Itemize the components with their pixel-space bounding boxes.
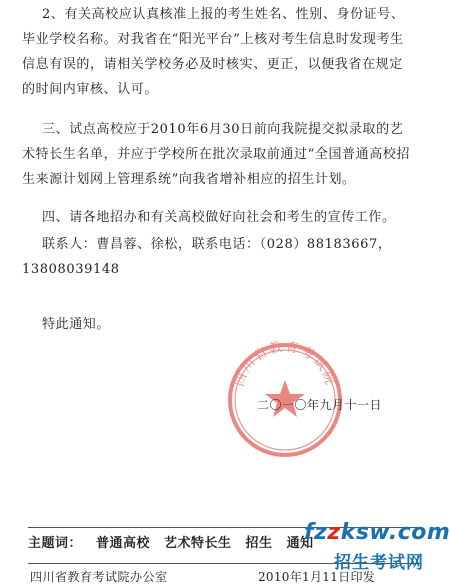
paragraph-section-4 (22, 205, 412, 230)
keyword: 招生 (245, 536, 273, 551)
paragraph-section-3 (22, 117, 412, 192)
paragraph-section-3-text: 三、试点高校应于2010年6月30日前向我院提交拟录取的艺术特长生名单，并应于学校所在批次录取前通过“全国普通高校招生来源计划网上管理系统”向我省增补相应的招生计划。 (22, 122, 411, 187)
paragraph-item-2 (22, 2, 412, 102)
paragraph-section-4-text: 四、请各地招办和有关高校做好向社会和考生的宣传工作。 (42, 210, 396, 225)
watermark-mid: z (327, 520, 341, 545)
closing-notice: 特此通知。 (42, 317, 111, 332)
issue-date: 2010年1月11日印发 (258, 570, 376, 584)
site-watermark (304, 520, 450, 582)
keywords-label: 主题词： (28, 536, 83, 551)
seal-text: 四川省教育考试院 (232, 340, 338, 389)
keyword: 通知 (286, 536, 314, 551)
watermark-tagline: 招生考试网 (334, 553, 424, 573)
watermark-logo (304, 520, 450, 545)
keywords-line (28, 532, 328, 551)
contact-info (22, 232, 412, 282)
watermark-suffix: ksw.com (340, 520, 450, 545)
keyword: 艺术特长生 (164, 536, 232, 551)
paragraph-item-2-text: 2、有关高校应认真核准上报的考生姓名、性别、身份证号、毕业学校名称。对我省在“阳光平台”上核对考生信息时发现考生信息有误的，请相关学校务必及时核实、更正，以便我省在规定的时间内审核、认可。 (22, 7, 405, 97)
issuing-office: 四川省教育考试院办公室 (30, 570, 168, 584)
watermark-prefix: fz (304, 520, 328, 545)
signature-date: 二〇一〇年九月十一日 (257, 398, 383, 412)
contact-info-text: 联系人：曹昌蓉、徐松，联系电话：（028）88183667，13808039148 (22, 237, 392, 277)
keyword: 普通高校 (96, 536, 151, 551)
